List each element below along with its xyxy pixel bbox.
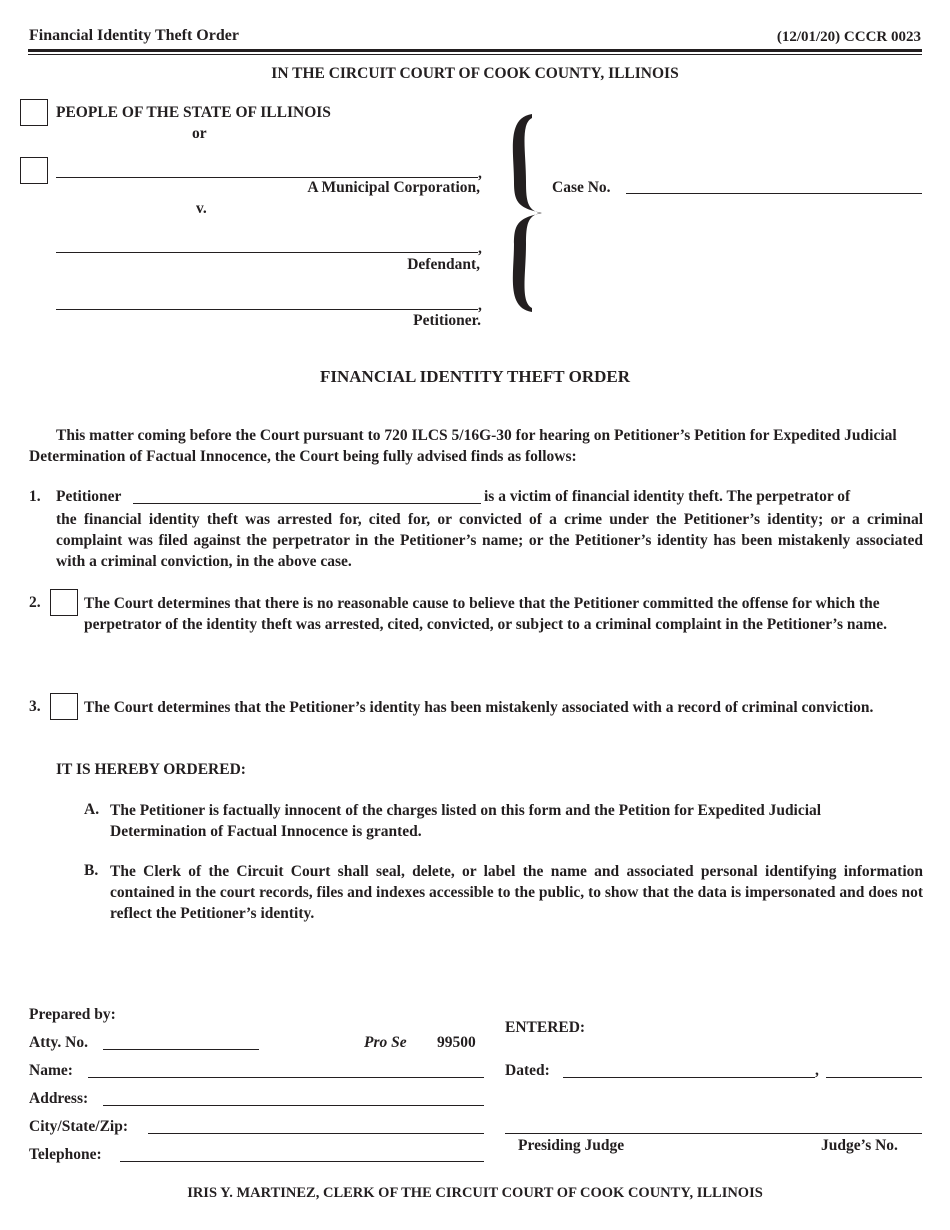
finding-1-text: the financial identity theft was arrested for, cited for, or convicted of a crime under the Petitioner’s identity; or a criminal complaint was filed against the perpetrator in the Petitioner’s name; or the Petitioner’s identity has been mistakenly associated with a criminal conviction, in the above case. bbox=[56, 511, 923, 570]
city-state-zip-line[interactable] bbox=[148, 1133, 484, 1134]
case-no-label: Case No. bbox=[552, 179, 611, 196]
dated-label: Dated: bbox=[505, 1062, 550, 1079]
address-line[interactable] bbox=[103, 1105, 484, 1106]
order-b-text: The Clerk of the Circuit Court shall seal, delete, or label the name and associated personal identifying information contained in the court records, files and indexes accessible to the public, to show that the data is impersonated and does not reflect the Petitioner’s identity. bbox=[110, 863, 923, 922]
name-line[interactable] bbox=[88, 1077, 484, 1078]
petitioner-name-line[interactable] bbox=[56, 309, 478, 310]
ordered-heading: IT IS HEREBY ORDERED: bbox=[56, 761, 246, 778]
dated-comma: , bbox=[815, 1062, 819, 1079]
judge-no-label: Judge’s No. bbox=[821, 1137, 898, 1154]
court-title: IN THE CIRCUIT COURT OF COOK COUNTY, ILLINOIS bbox=[271, 65, 679, 82]
header-rule-thick bbox=[28, 49, 922, 52]
finding-2-text: The Court determines that there is no reasonable cause to believe that the Petitioner committed the offense for which the perpetrator of the identity theft was arrested, cited, convicted, or subject to a criminal complaint in the Petitioner’s name. bbox=[84, 595, 887, 633]
finding-1-number: 1. bbox=[29, 488, 41, 505]
atty-no-line[interactable] bbox=[103, 1049, 259, 1050]
municipal-label: A Municipal Corporation, bbox=[307, 179, 480, 196]
intro-paragraph: This matter coming before the Court pursuant to 720 ILCS 5/16G-30 for hearing on Petitioner’s Petition for Expedited Judicial Determination of Factual Innocence, the Court being fully advised finds as follows: bbox=[29, 427, 897, 465]
defendant-label: Defendant, bbox=[407, 256, 480, 273]
order-title: FINANCIAL IDENTITY THEFT ORDER bbox=[319, 367, 630, 386]
party-people: PEOPLE OF THE STATE OF ILLINOIS bbox=[56, 104, 331, 121]
pro-se-label: Pro Se bbox=[364, 1034, 407, 1051]
finding-3-text: The Court determines that the Petitioner’s identity has been mistakenly associated with a record of criminal conviction. bbox=[84, 699, 874, 716]
footer-clerk: IRIS Y. MARTINEZ, CLERK OF THE CIRCUIT COURT OF COOK COUNTY, ILLINOIS bbox=[187, 1185, 763, 1201]
finding-1-first-line: is a victim of financial identity theft. The perpetrator of bbox=[484, 488, 851, 505]
dated-year-line[interactable] bbox=[826, 1077, 922, 1078]
municipality-comma: , bbox=[478, 165, 482, 182]
case-no-line[interactable] bbox=[626, 193, 922, 194]
entered-heading: ENTERED: bbox=[505, 1019, 586, 1036]
finding-2-number: 2. bbox=[29, 594, 41, 611]
defendant-name-line[interactable] bbox=[56, 252, 478, 253]
people-checkbox[interactable] bbox=[20, 99, 48, 126]
finding-2-checkbox[interactable] bbox=[50, 589, 78, 616]
versus-label: v. bbox=[196, 200, 207, 217]
header-rule-thin bbox=[28, 54, 922, 55]
form-code: (12/01/20) CCCR 0023 bbox=[776, 29, 921, 45]
finding-3-checkbox[interactable] bbox=[50, 693, 78, 720]
caption-brace bbox=[492, 112, 548, 314]
order-b-letter: B. bbox=[84, 862, 99, 879]
telephone-label: Telephone: bbox=[29, 1146, 102, 1163]
judge-signature-line[interactable] bbox=[505, 1133, 922, 1134]
petitioner-label: Petitioner. bbox=[413, 312, 481, 329]
petitioner-name-blank[interactable] bbox=[133, 503, 481, 504]
telephone-line[interactable] bbox=[120, 1161, 484, 1162]
petitioner-comma: , bbox=[478, 297, 482, 314]
dated-line[interactable] bbox=[563, 1077, 815, 1078]
presiding-judge-label: Presiding Judge bbox=[518, 1137, 625, 1154]
name-label: Name: bbox=[29, 1062, 73, 1079]
address-label: Address: bbox=[29, 1090, 89, 1107]
municipal-checkbox[interactable] bbox=[20, 157, 48, 184]
order-a-letter: A. bbox=[84, 801, 100, 818]
order-a-text: The Petitioner is factually innocent of the charges listed on this form and the Petition for Expedited Judicial Determination of Factual Innocence is granted. bbox=[110, 802, 822, 840]
prepared-by-heading: Prepared by: bbox=[29, 1006, 116, 1023]
municipality-name-line[interactable] bbox=[56, 177, 478, 178]
defendant-comma: , bbox=[478, 240, 482, 257]
finding-1-label: Petitioner bbox=[56, 488, 122, 505]
finding-3-number: 3. bbox=[29, 698, 41, 715]
pro-se-number: 99500 bbox=[437, 1034, 476, 1051]
or-label: or bbox=[192, 125, 207, 142]
form-title: Financial Identity Theft Order bbox=[29, 27, 239, 44]
atty-no-label: Atty. No. bbox=[29, 1034, 88, 1051]
city-state-zip-label: City/State/Zip: bbox=[29, 1118, 129, 1135]
